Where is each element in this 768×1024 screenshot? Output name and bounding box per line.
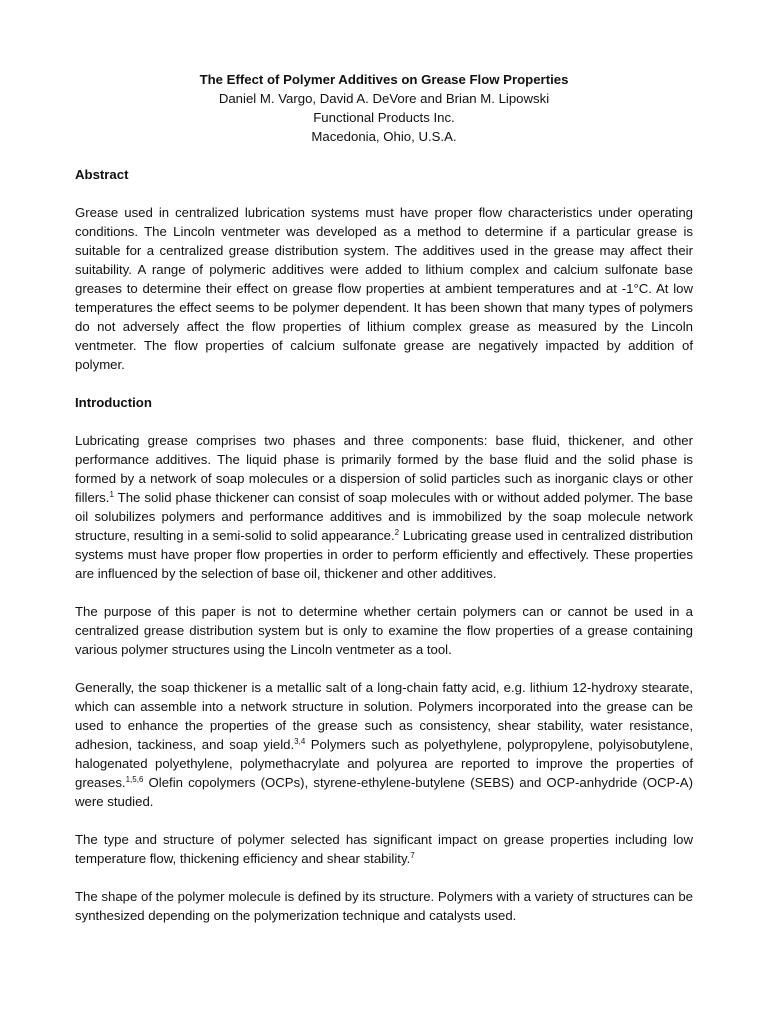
paper-title: The Effect of Polymer Additives on Grease Flow Properties (199, 72, 569, 87)
citation-ref: 2 (394, 528, 400, 537)
citation-ref: 3,4 (294, 737, 306, 746)
paper-location: Macedonia, Ohio, U.S.A. (311, 129, 457, 144)
introduction-heading: Introduction (75, 395, 152, 410)
intro-paragraph-5: The shape of the polymer molecule is defined by its structure. Polymers with a variety of structures can be synthesized depending on the polymerization technique and catalysts used. (75, 889, 693, 923)
intro-p1-text-c: Lubricating grease used in centralized distribution systems must have proper flow properties in order to perform efficiently and effectively. These properties are influenced by the selection of base oil, thickener and other additives. (75, 528, 693, 581)
intro-paragraph-4 (75, 830, 693, 868)
citation-ref: 7 (410, 851, 415, 860)
citation-ref: 1 (109, 490, 114, 499)
intro-p3-text-b: Polymers such as polyethylene, polypropylene, polyisobutylene, halogenated polyethylene, polymethacrylate and polyurea are reported to improve the properties of greases. (75, 737, 693, 790)
paper-affiliation: Functional Products Inc. (313, 110, 455, 125)
paper-authors: Daniel M. Vargo, David A. DeVore and Brian M. Lipowski (218, 91, 550, 106)
intro-paragraph-1 (75, 431, 693, 583)
paper-header (75, 70, 693, 146)
abstract-text: Grease used in centralized lubrication systems must have proper flow characteristics under operating conditions. The Lincoln ventmeter was developed as a method to determine if a particular grease is suitable for a centralized grease distribution system. The additives used in the grease may affect their suitability. A range of polymeric additives were added to lithium complex and calcium sulfonate base greases to determine their effect on grease flow properties at ambient temperatures and at -1°C. At low temperatures the effect seems to be polymer dependent. It has been shown that many types of polymers do not adversely affect the flow properties of lithium complex grease as measured by the Lincoln ventmeter. The flow properties of calcium sulfonate grease are negatively impacted by addition of polymer. (75, 205, 693, 372)
intro-p3-text-a: Generally, the soap thickener is a metallic salt of a long-chain fatty acid, e.g. lithium 12-hydroxy stearate, which can assemble into a network structure in solution. Polymers incorporated into the grease can be used to enhance the properties of the grease such as consistency, shear stability, water resistance, adhesion, tackiness, and soap yield. (75, 680, 693, 752)
intro-paragraph-3 (75, 678, 693, 811)
intro-p1-text-b: The solid phase thickener can consist of soap molecules with or without added polymer. The base oil solubilizes polymers and performance additives and is immobilized by the soap molecule network structure, resulting in a semi-solid to solid appearance. (75, 490, 693, 543)
intro-p3-text-c: Olefin copolymers (OCPs), styrene-ethylene-butylene (SEBS) and OCP-anhydride (OCP-A) were studied. (75, 775, 693, 809)
intro-p1-text-a: Lubricating grease comprises two phases and three components: base fluid, thickener, and other performance additives. The liquid phase is primarily formed by the base fluid and the solid phase is formed by a network of soap molecules or a dispersion of solid particles such as inorganic clays or other fillers. (75, 433, 693, 505)
intro-p4-text: The type and structure of polymer selected has significant impact on grease properties including low temperature flow, thickening efficiency and shear stability. (75, 832, 693, 866)
intro-paragraph-2: The purpose of this paper is not to determine whether certain polymers can or cannot be used in a centralized grease distribution system but is only to examine the flow properties of a grease containing various polymer structures using the Lincoln ventmeter as a tool. (75, 604, 693, 657)
citation-ref: 1,5,6 (125, 775, 144, 784)
abstract-heading: Abstract (75, 167, 129, 182)
